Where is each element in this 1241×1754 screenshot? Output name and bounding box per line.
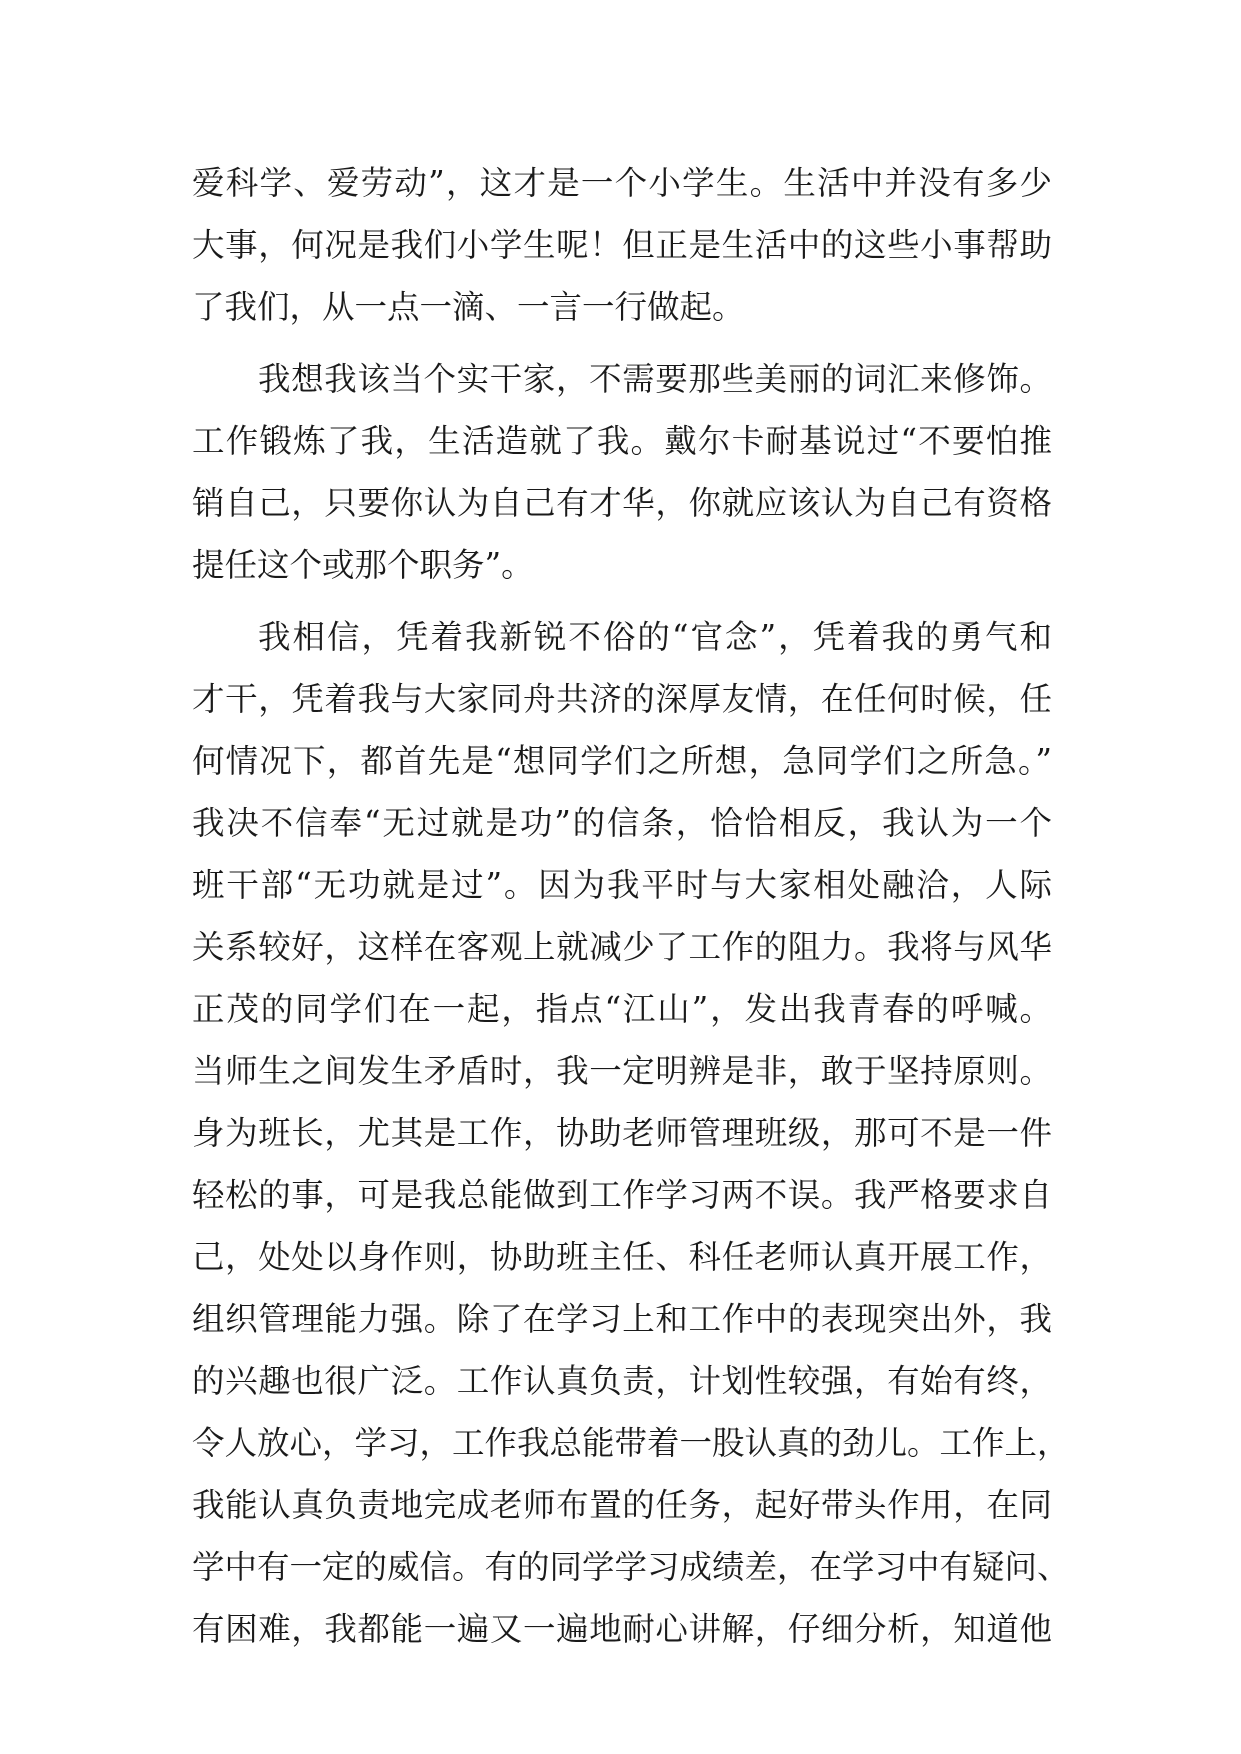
text-line: 了我们，从一点一滴、一言一行做起。 (192, 288, 745, 326)
text-line: 才干，凭着我与大家同舟共济的深厚友情，在任何时候，任 (192, 680, 1052, 718)
text-line: 爱科学、爱劳动”，这才是一个小学生。生活中并没有多少 (192, 164, 1052, 202)
text-line: 正茂的同学们在一起，指点“江山”，发出我青春的呼喊。 (192, 990, 1052, 1028)
text-line: 工作锻炼了我，生活造就了我。戴尔卡耐基说过“不要怕推 (192, 422, 1052, 460)
text-line: 令人放心，学习，工作我总能带着一股认真的劲儿。工作上， (192, 1424, 1070, 1462)
text-line: 我能认真负责地完成老师布置的任务，起好带头作用，在同 (192, 1486, 1052, 1524)
text-line: 轻松的事，可是我总能做到工作学习两不误。我严格要求自 (192, 1176, 1052, 1214)
text-line: 的兴趣也很广泛。工作认真负责，计划性较强，有始有终， (192, 1362, 1052, 1400)
text-line: 我相信，凭着我新锐不俗的“官念”，凭着我的勇气和 (258, 618, 1052, 656)
text-line: 有困难，我都能一遍又一遍地耐心讲解，仔细分析，知道他 (192, 1610, 1052, 1648)
paragraph-2 (192, 348, 1052, 596)
body-text (192, 152, 1070, 1660)
text-line: 组织管理能力强。除了在学习上和工作中的表现突出外，我 (192, 1300, 1052, 1338)
text-line: 当师生之间发生矛盾时，我一定明辨是非，敢于坚持原则。 (192, 1052, 1052, 1090)
paragraph-3 (192, 606, 1070, 1660)
text-line: 己，处处以身作则，协助班主任、科任老师认真开展工作， (192, 1238, 1052, 1276)
text-line: 学中有一定的威信。有的同学学习成绩差，在学习中有疑问、 (192, 1548, 1070, 1586)
text-line: 大事，何况是我们小学生呢！但正是生活中的这些小事帮助 (192, 226, 1052, 264)
text-line: 我想我该当个实干家，不需要那些美丽的词汇来修饰。 (258, 360, 1052, 398)
text-line: 关系较好，这样在客观上就减少了工作的阻力。我将与风华 (192, 928, 1052, 966)
text-line: 班干部“无功就是过”。因为我平时与大家相处融洽，人际 (192, 866, 1052, 904)
text-line: 身为班长，尤其是工作，协助老师管理班级，那可不是一件 (192, 1114, 1052, 1152)
text-line: 何情况下，都首先是“想同学们之所想，急同学们之所急。” (192, 742, 1052, 780)
paragraph-1 (192, 152, 1052, 338)
text-line: 我决不信奉“无过就是功”的信条，恰恰相反，我认为一个 (192, 804, 1052, 842)
text-line: 销自己，只要你认为自己有才华，你就应该认为自己有资格 (192, 484, 1052, 522)
text-line: 提任这个或那个职务”。 (192, 546, 534, 584)
